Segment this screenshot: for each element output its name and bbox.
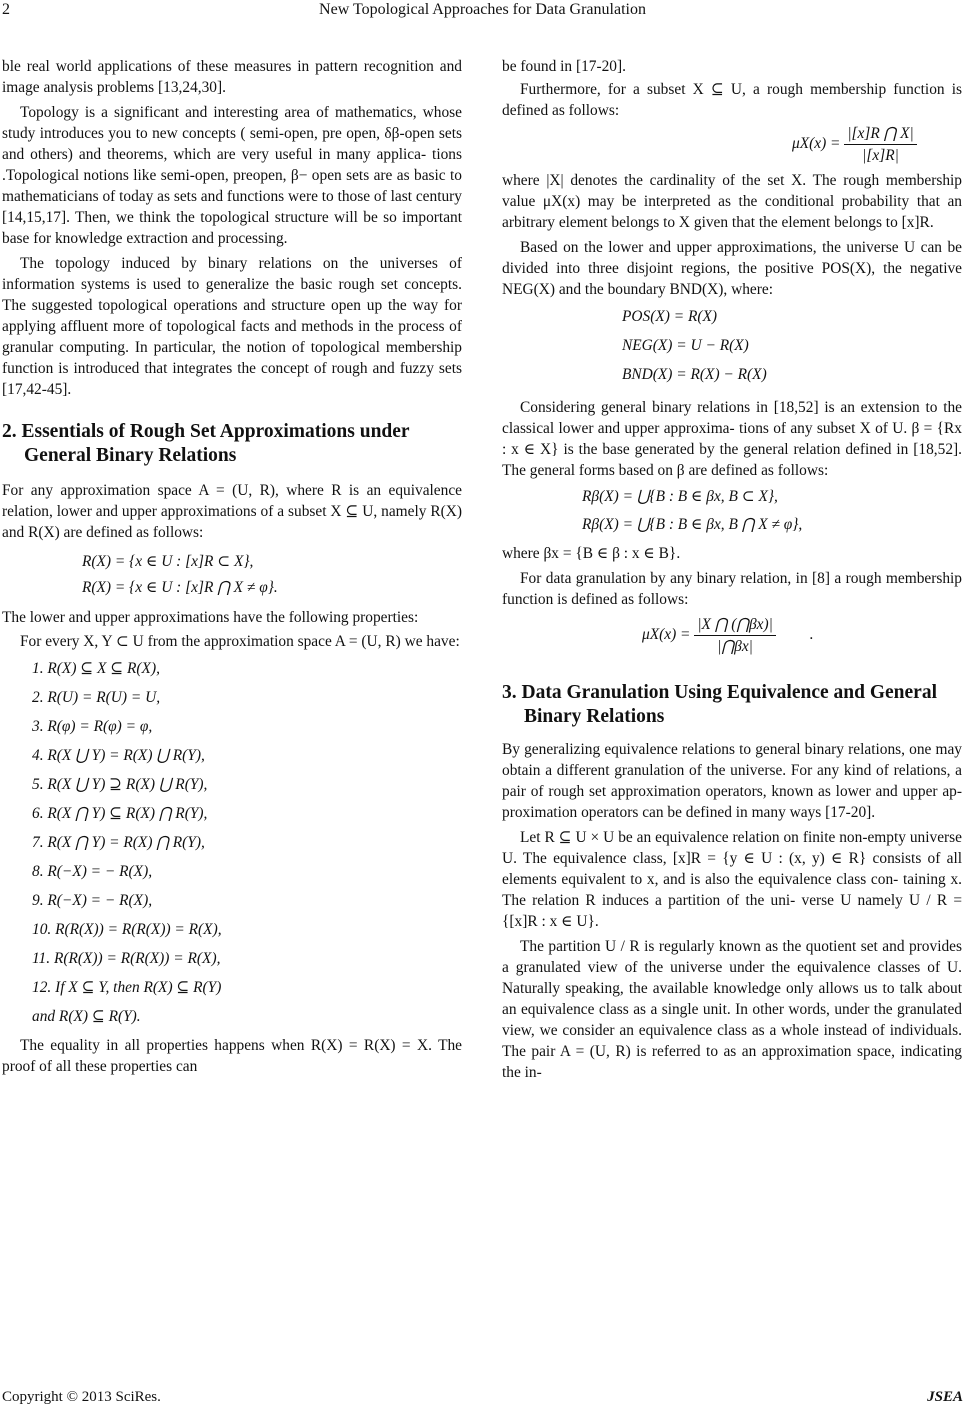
paragraph: The lower and upper approximations have the following properties: [2, 609, 419, 626]
property-item: 5. R(X ⋃ Y) ⊇ R(X) ⋃ R(Y), [32, 776, 208, 793]
paragraph: Furthermore, for a subset X ⊆ U, a rough membership function is defined as follows: [502, 81, 962, 119]
paragraph: For data granulation by any binary relation, in [8] a rough membership function is defined as follows: [502, 570, 962, 608]
paragraph: ble real world applications of these measures in pattern recognition and image analysis problems [13,24,30]. [2, 58, 462, 96]
property-item: 8. R(−X) = − R(X), [32, 863, 153, 880]
paragraph: where βx = {B ∈ β : x ∈ B}. [502, 545, 681, 562]
properties-list [2, 654, 462, 1031]
property-item: 9. R(−X) = − R(X), [32, 892, 153, 909]
equation-upper-approximation: R(X) = {x ∈ U : [x]R ⋂ X ≠ φ}. [82, 579, 278, 596]
equation-general-lower: Rβ(X) = ⋃{B : B ∈ βx, B ⊂ X}, [582, 488, 778, 505]
paragraph: where |X| denotes the cardinality of the set X. The rough membership value μX(x) may be interpreted as the conditional probability that an arbitrary element belongs to X given that the element belongs to [x]R. [502, 172, 962, 231]
copyright: Copyright © 2013 SciRes. [2, 1389, 161, 1405]
paragraph: For every X, Y ⊂ U from the approximation space A = (U, R) we have: [20, 633, 460, 650]
formula-lhs: μX(x) = [792, 135, 841, 153]
property-item: 2. R(U) = R(U) = U, [32, 689, 161, 706]
equation-positive-region: POS(X) = R(X) [622, 308, 717, 325]
property-item: 11. R(R(X)) = R(R(X)) = R(X), [32, 950, 221, 967]
page-number: 2 [2, 1, 10, 18]
property-item: and R(X) ⊆ R(Y). [32, 1008, 141, 1025]
formula-period: . [809, 626, 814, 644]
formula-fraction [694, 614, 776, 657]
property-item: 7. R(X ⋂ Y) = R(X) ⋂ R(Y), [32, 834, 205, 851]
running-title: New Topological Approaches for Data Granulation [319, 1, 646, 18]
formula-numerator: |[x]R ⋂ X| [844, 123, 916, 145]
general-membership-formula [502, 614, 962, 657]
paragraph: Based on the lower and upper approximations, the universe U can be divided into three disjoint regions, the positive POS(X), the negative NEG(X) and the boundary BND(X), where: [502, 239, 962, 298]
right-column [502, 56, 962, 1083]
property-item: 10. R(R(X)) = R(R(X)) = R(X), [32, 921, 222, 938]
paragraph: be found in [17-20]. [502, 58, 626, 75]
rough-membership-formula [502, 123, 962, 166]
formula-denominator: |[x]R| [862, 147, 899, 164]
equation-general-upper: Rβ(X) = ⋃{B : B ∈ βx, B ⋂ X ≠ φ}, [582, 516, 803, 533]
paragraph: The partition U / R is regularly known as the quotient set and provides a granulated view of the universe under the equivalence classes of U. Naturally speaking, the available knowledge only allows us to talk about an equivalence class as a single unit. In other words, under the granulated view, we consider an equivalence class as a whole instead of individuals. The pair A = (U, R) is referred to as an approximation space, indicating the in- [502, 938, 962, 1081]
equation-boundary-region: BND(X) = R(X) − R(X) [622, 366, 767, 383]
equation-lower-approximation: R(X) = {x ∈ U : [x]R ⊂ X}, [82, 553, 254, 570]
paragraph: Topology is a significant and interesting area of mathematics, whose study introduces you to new concepts ( semi-open, pre open, δβ-open sets and others) and theorems, which are very useful in many applica- tions .Topological notions like semi-open, preopen, β− open sets are as basic to mathematicians of today as sets and functions were to those of last century [14,15,17]. Then, we think the topological structure will be so important base for knowledge extraction and processing. [2, 104, 462, 247]
paragraph: Let R ⊆ U × U be an equivalence relation on finite non-empty universe U. The equivalence class, [x]R = {y ∈ U : (x, y) ∈ R} consists of all elements equivalent to x, and is also the equivalence class con- taining x. The relation R induces a partition of the uni- verse U namely U / R = {[x]R : x ∈ U}. [502, 829, 962, 930]
section-heading: 2. Essentials of Rough Set Approximations under General Binary Relations [2, 421, 410, 466]
paragraph: For any approximation space A = (U, R), where R is an equivalence relation, lower and upper approximations of a subset X ⊆ U, namely R(X) and R(X) are defined as follows: [2, 482, 462, 541]
paragraph: The equality in all properties happens when R(X) = R(X) = X. The proof of all these properties can [2, 1037, 462, 1075]
journal-name: JSEA [927, 1389, 963, 1405]
formula-numerator: |X ⋂ (⋂βx)| [694, 614, 776, 636]
property-item: 12. If X ⊆ Y, then R(X) ⊆ R(Y) [32, 979, 222, 996]
property-item: 4. R(X ⋃ Y) = R(X) ⋃ R(Y), [32, 747, 205, 764]
paragraph: The topology induced by binary relations on the universes of information systems is used to generalize the basic rough set concepts. The suggested topological operations and structure open up the way for applying affluent more of topological facts and methods in the process of granular computing. In particular, the notion of topological membership function is introduced that integrates the concept of rough and fuzzy sets [17,42-45]. [2, 255, 462, 398]
property-item: 6. R(X ⋂ Y) ⊆ R(X) ⋂ R(Y), [32, 805, 208, 822]
left-column [2, 56, 462, 1077]
property-item: 1. R(X) ⊆ X ⊆ R(X), [32, 660, 160, 677]
property-item: 3. R(φ) = R(φ) = φ, [32, 718, 153, 735]
formula-denominator: |⋂βx| [717, 638, 753, 655]
section-heading: 3. Data Granulation Using Equivalence and General Binary Relations [502, 682, 937, 727]
formula-lhs: μX(x) = [642, 626, 691, 644]
paragraph: By generalizing equivalence relations to general binary relations, one may obtain a different granulation of the universe. For any kind of relations, a pair of rough set approximation operators, known as lower and upper ap- proximation operators can be defined in many ways [17-20]. [502, 741, 962, 821]
formula-fraction [844, 123, 916, 166]
paragraph: Considering general binary relations in [18,52] is an extension to the classical lower and upper approxima- tions of any subset X of U. β = {Rx : x ∈ X} is the base generated by the general relation defined in [18,52]. The general forms based on β are defined as follows: [502, 399, 962, 479]
equation-negative-region: NEG(X) = U − R(X) [622, 337, 749, 354]
